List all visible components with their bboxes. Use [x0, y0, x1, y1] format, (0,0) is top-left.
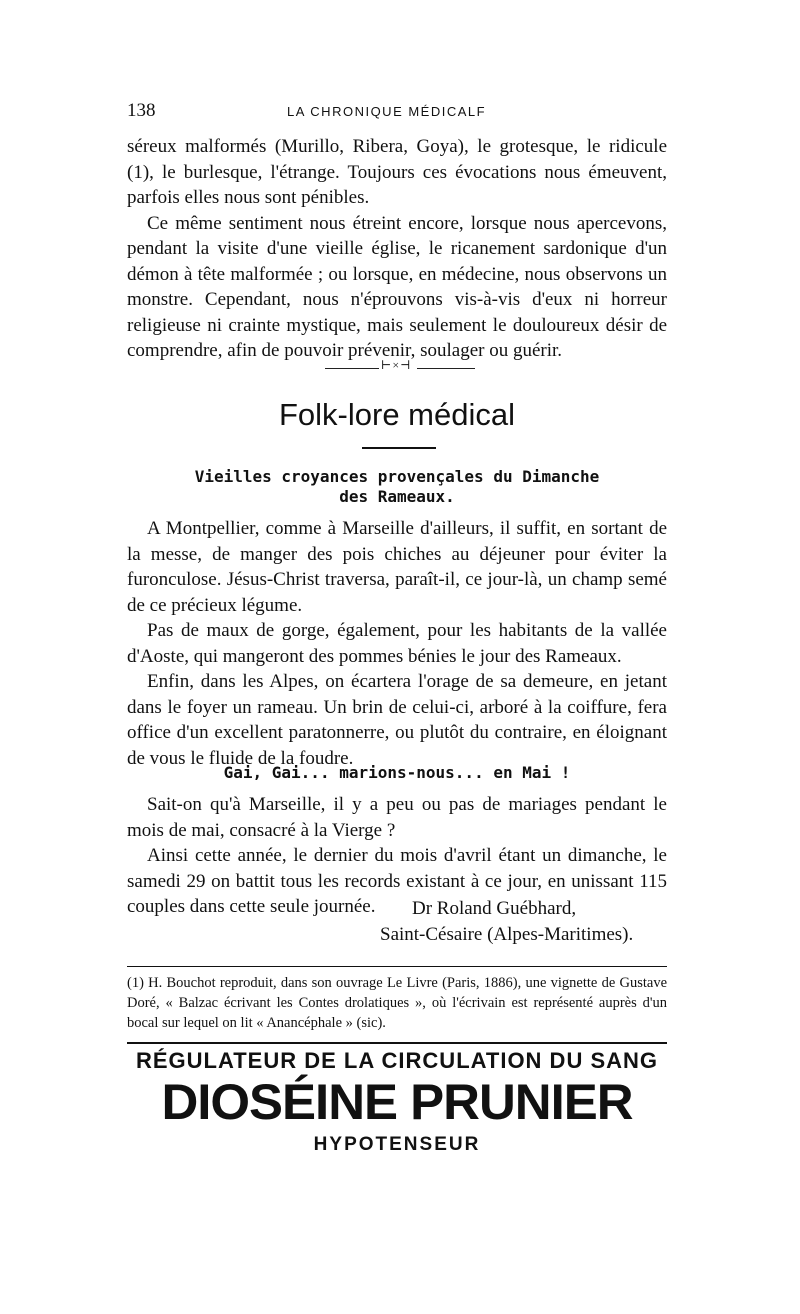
signature-name: Dr Roland Guébhard,	[412, 898, 577, 919]
signature-place: Saint-Césaire (Alpes-Maritimes).	[380, 924, 634, 945]
rameaux-paragraph-2: Pas de maux de gorge, également, pour les habitants de la vallée d'Aoste, qui mangeront des pommes bénies le jour des Rameaux.	[127, 620, 667, 667]
subsection-title-rameaux	[127, 467, 667, 507]
running-title: LA CHRONIQUE MÉDICALF	[287, 104, 487, 119]
subsection-title-mai: Gai, Gai... marions-nous... en Mai !	[223, 763, 571, 782]
subsection-title-line-1: Vieilles croyances provençales du Dimanche	[194, 467, 600, 486]
rameaux-paragraph-3: Enfin, dans les Alpes, on écartera l'orage de sa demeure, en jetant dans le foyer un rameau. Un brin de celui-ci, arboré à la coiffure, fera office d'un excellent paratonnerre, ou plutôt du contraire, en éloignant de vous le fluide de la foudre.	[127, 671, 667, 769]
footnote-rule	[127, 966, 667, 967]
advert-product-type: HYPOTENSEUR	[313, 1134, 481, 1155]
continuation-paragraph-1: séreux malformés (Murillo, Ribera, Goya), le grotesque, le ridicule (1), le burlesque, l'étrange. Toujours ces évocations nous émeuvent, parfois elles nous sont pénibles.	[127, 136, 667, 208]
advert-product-name: DIOSÉINE PRUNIER	[161, 1074, 633, 1130]
mai-paragraph-2: Ainsi cette année, le dernier du mois d'avril étant un dimanche, le samedi 29 on battit tous les records existant à ce jour, en unissant 115 couples dans cette seule journée.	[127, 845, 667, 917]
continuation-paragraph-2: Ce même sentiment nous étreint encore, lorsque nous apercevons, pendant la visite d'une vieille église, le ricanement sardonique d'un démon à tête malformée ; ou lorsque, en médecine, nous observons un monstre. Cependant, nous n'éprouvons vis-à-vis d'eux ni horreur religieuse ni crainte mystique, mais seulement le douloureux désir de comprendre, afin de pouvoir prévenir, soulager ou guérir.	[127, 212, 667, 361]
mai-text	[127, 792, 667, 920]
section-title: Folk-lore médical	[278, 397, 515, 432]
advert-tagline: RÉGULATEUR DE LA CIRCULATION DU SANG	[135, 1048, 659, 1073]
section-divider-ornament	[325, 358, 475, 374]
advert-rule	[127, 1042, 667, 1044]
page-header	[127, 100, 667, 126]
title-underline	[362, 447, 436, 449]
rameaux-text	[127, 516, 667, 771]
continuation-text	[127, 134, 667, 364]
mai-paragraph-1: Sait-on qu'à Marseille, il y a peu ou pas de mariages pendant le mois de mai, consacré à la Vierge ?	[127, 794, 667, 841]
footnote: (1) H. Bouchot reproduit, dans son ouvrage Le Livre (Paris, 1886), une vignette de Gustave Doré, « Balzac écrivant les Contes drolatiques », où l'écrivain est représenté auprès d'un bocal sur lequel on lit « Anancéphale » (sic).	[127, 975, 667, 1031]
page-number: 138	[127, 100, 156, 121]
subsection-title-line-2: des Rameaux.	[339, 487, 455, 506]
rameaux-paragraph-1: A Montpellier, comme à Marseille d'ailleurs, il suffit, en sortant de la messe, de manger des pois chiches au déjeuner pour éviter la furonculose. Jésus-Christ traversa, paraît-il, ce jour-là, un champ semé de ce précieux légume.	[127, 518, 667, 616]
ornament-mark: ⊢×⊣	[381, 358, 412, 372]
